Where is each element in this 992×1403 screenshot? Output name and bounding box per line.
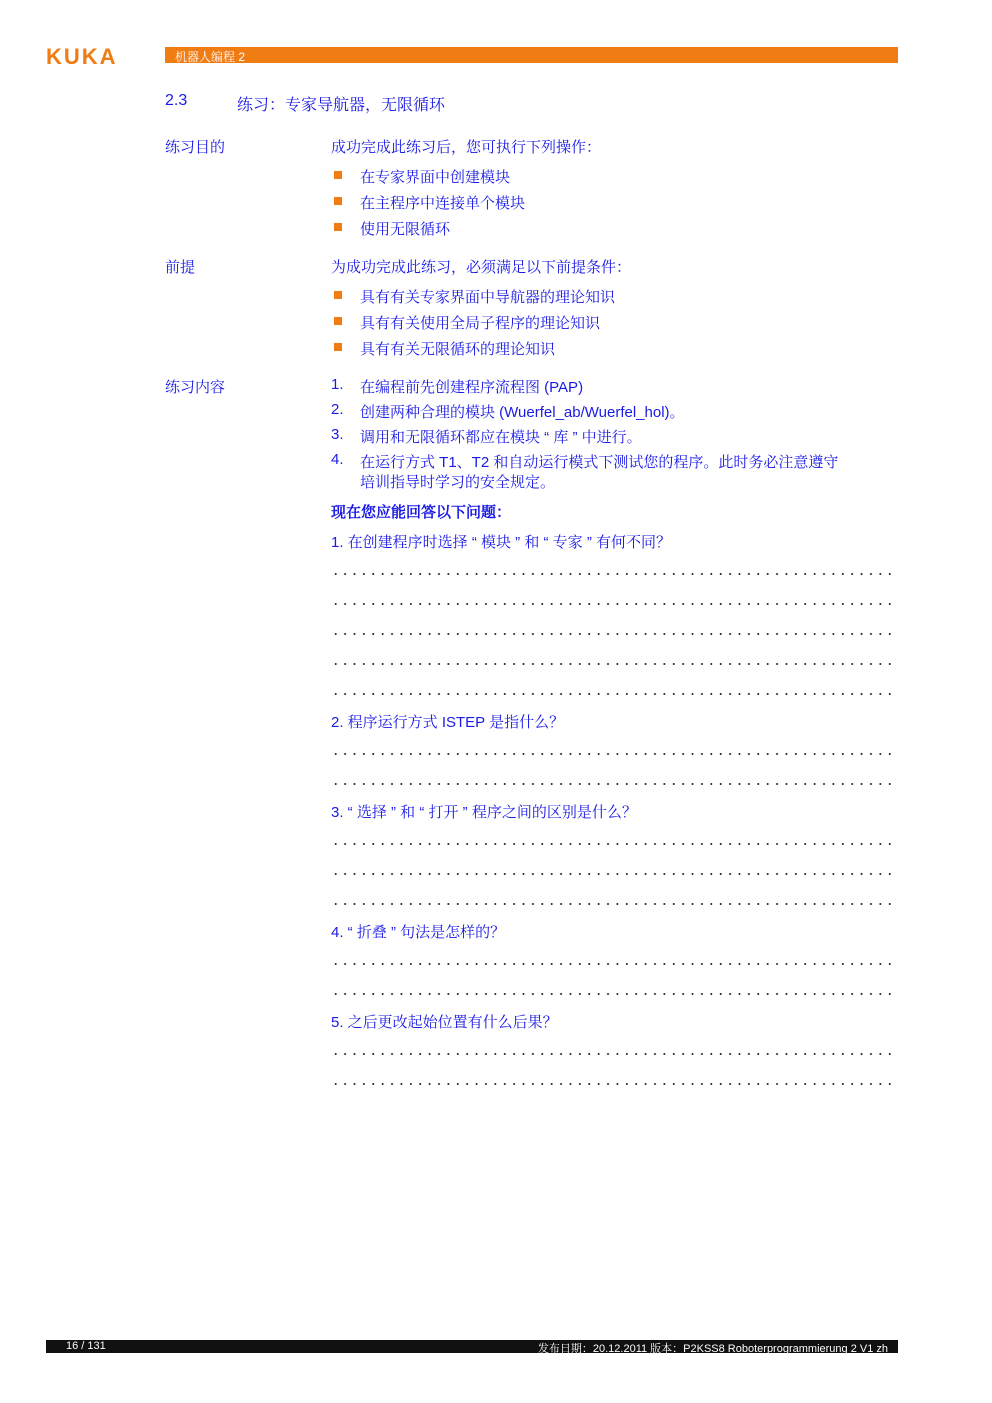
answer-line [331, 993, 897, 995]
prereq-intro: 为成功完成此练习，必须满足以下前提条件： [331, 259, 632, 276]
header-bar [165, 47, 898, 63]
section-title: 练习：专家导航器，无限循环 [237, 97, 446, 114]
goal-item: 使用无限循环 [360, 221, 451, 238]
goal-label: 练习目的 [165, 139, 226, 156]
section-number: 2.3 [165, 92, 188, 109]
answer-line [331, 903, 897, 905]
header-title: 机器人编程 2 [175, 50, 246, 64]
questions-heading: 现在您应能回答以下问题： [331, 504, 512, 521]
task-step-number: 4. [331, 451, 344, 468]
task-step-number: 1. [331, 376, 344, 393]
task-step-text: 创建两种合理的模块 (Wuerfel_ab/Wuerfel_hol)。 [360, 404, 685, 421]
answer-line [331, 1083, 897, 1085]
question: 1. 在创建程序时选择 “ 模块 ” 和 “ 专家 ” 有何不同？ [331, 534, 671, 551]
task-step-text: 在运行方式 T1、T2 和自动运行模式下测试您的程序。此时务必注意遵守 [360, 454, 839, 471]
prereq-item: 具有有关使用全局子程序的理论知识 [360, 315, 601, 332]
task-step-text: 调用和无限循环都应在模块 “ 库 ” 中进行。 [360, 429, 642, 446]
answer-line [331, 873, 897, 875]
question: 3. “ 选择 ” 和 “ 打开 ” 程序之间的区别是什么？ [331, 804, 637, 821]
answer-line [331, 573, 897, 575]
goal-intro: 成功完成此练习后，您可执行下列操作： [331, 139, 602, 156]
footer-bar [46, 1340, 898, 1353]
bullet-icon [334, 343, 342, 351]
answer-line [331, 783, 897, 785]
answer-line [331, 663, 897, 665]
bullet-icon [334, 171, 342, 179]
page-number: 16 / 131 [66, 1340, 106, 1352]
kuka-logo: KUKA [46, 44, 118, 69]
goal-item: 在主程序中连接单个模块 [360, 195, 526, 212]
prereq-item: 具有有关专家界面中导航器的理论知识 [360, 289, 616, 306]
answer-line [331, 843, 897, 845]
task-step-number: 3. [331, 426, 344, 443]
task-step-number: 2. [331, 401, 344, 418]
answer-line [331, 693, 897, 695]
bullet-icon [334, 291, 342, 299]
answer-line [331, 963, 897, 965]
goal-item: 在专家界面中创建模块 [360, 169, 511, 186]
prereq-item: 具有有关无限循环的理论知识 [360, 341, 556, 358]
question: 5. 之后更改起始位置有什么后果？ [331, 1014, 558, 1031]
answer-line [331, 633, 897, 635]
answer-line [331, 753, 897, 755]
task-step-text-continued: 培训指导时学习的安全规定。 [360, 474, 556, 491]
footer-info: 发布日期：20.12.2011 版本：P2KSS8 Roboterprogrammierung 2 V1 zh [537, 1343, 888, 1355]
task-label: 练习内容 [165, 379, 226, 396]
answer-line [331, 1053, 897, 1055]
bullet-icon [334, 317, 342, 325]
bullet-icon [334, 197, 342, 205]
prereq-label: 前提 [165, 259, 196, 276]
question: 2. 程序运行方式 ISTEP 是指什么？ [331, 714, 565, 731]
question: 4. “ 折叠 ” 句法是怎样的？ [331, 924, 506, 941]
task-step-text: 在编程前先创建程序流程图 (PAP) [360, 379, 584, 396]
answer-line [331, 603, 897, 605]
bullet-icon [334, 223, 342, 231]
